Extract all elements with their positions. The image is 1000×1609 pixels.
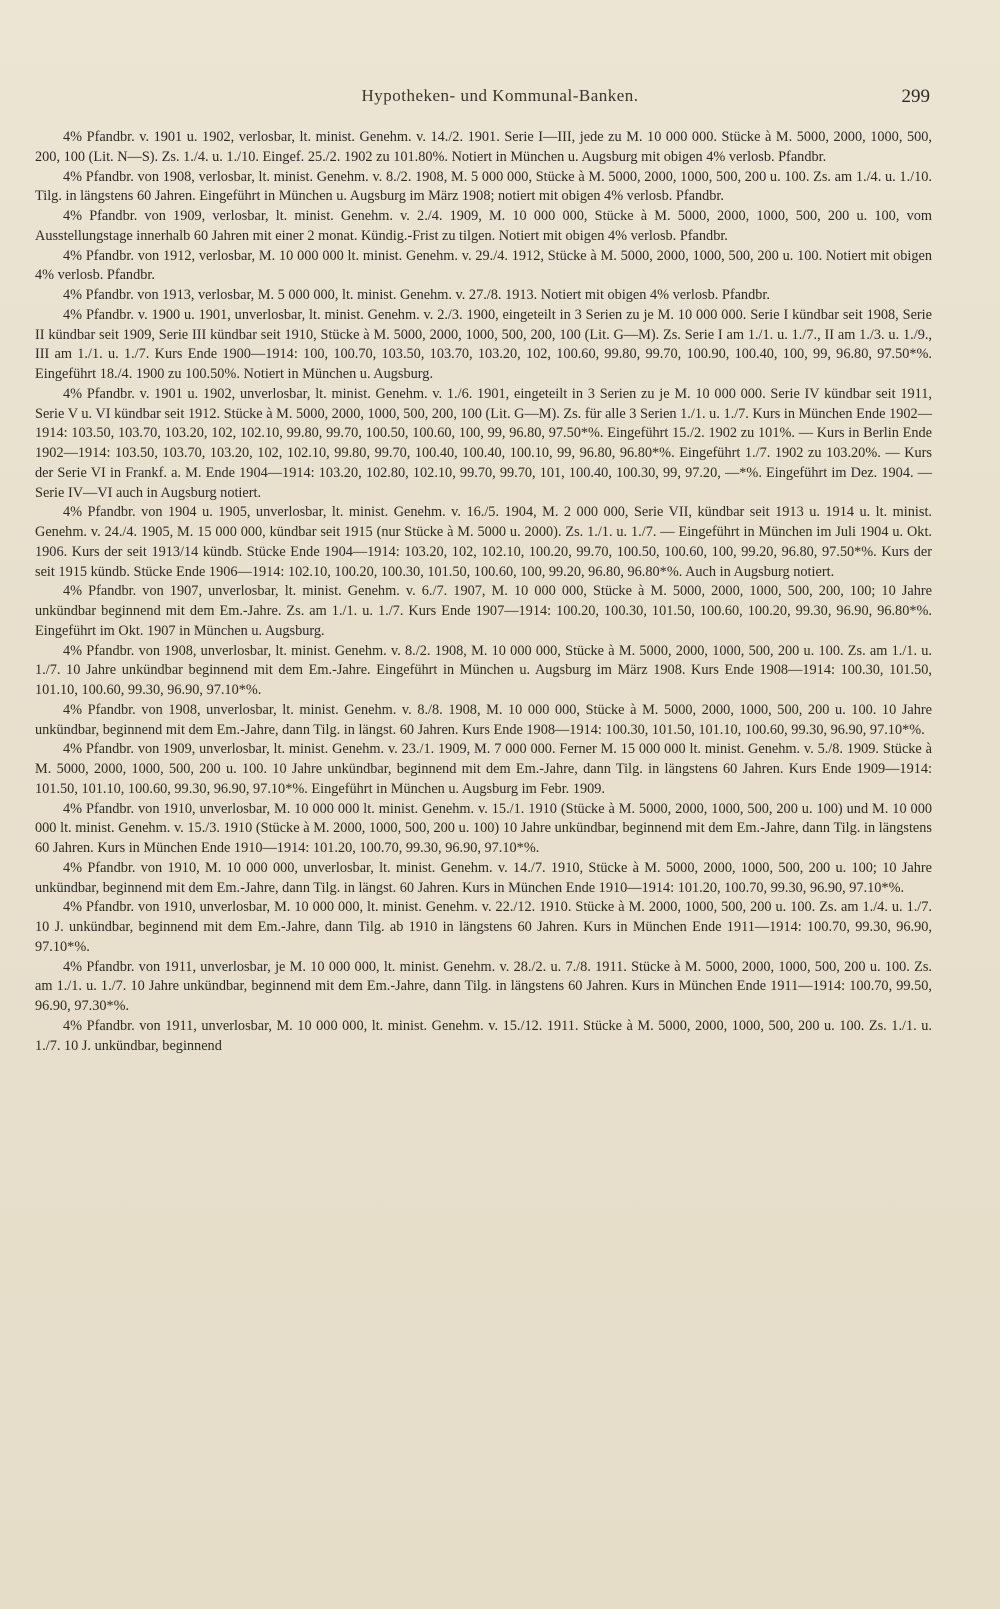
- paragraph: 4% Pfandbr. von 1912, verlosbar, M. 10 000 000 lt. minist. Genehm. v. 29./4. 1912, Stücke à M. 5000, 2000, 1000, 500, 200 u. 100. Notiert mit obigen 4% verlosb. Pfandbr.: [35, 247, 932, 284]
- paragraph: 4% Pfandbr. v. 1900 u. 1901, unverlosbar, lt. minist. Genehm. v. 2./3. 1900, eingeteilt in 3 Serien zu je M. 10 000 000. Serie I kündbar seit 1908, Serie II kündbar seit 1909, Serie III kündbar seit 1910, Stücke à M. 5000, 2000, 1000, 500, 200, 100 (Lit. G—M). Zs. Serie I am 1./1. u. 1./7., II am 1./3. u. 1./9., III am 1./1. u. 1./7. Kurs Ende 1900—1914: 100, 100.70, 103.50, 103.70, 103.20, 102, 100.60, 99.80, 99.70, 100.90, 100.40, 100, 99, 96.80, 97.50*%. Eingeführt 18./4. 1900 zu 100.50%. Notiert in München u. Augsburg.: [35, 306, 932, 382]
- paragraph: 4% Pfandbr. von 1904 u. 1905, unverlosbar, lt. minist. Genehm. v. 16./5. 1904, M. 2 000 000, Serie VII, kündbar seit 1913 u. 1914 u. lt. minist. Genehm. v. 24./4. 1905, M. 15 000 000, kündbar seit 1915 (nur Stücke à M. 5000 u. 2000). Zs. 1./1. u. 1./7. — Eingeführt in München im Juli 1904 u. Okt. 1906. Kurs der seit 1913/14 kündb. Stücke Ende 1904—1914: 103.20, 102, 102.10, 100.20, 99.70, 100.50, 100.60, 100, 99.20, 96.80, 97.50*%. Kurs der seit 1915 kündb. Stücke Ende 1906—1914: 102.10, 100.20, 100.30, 101.50, 100.60, 100, 99.20, 96.80, 96.80*%. Auch in Augsburg notiert.: [35, 504, 932, 580]
- paragraph: 4% Pfandbr. von 1908, verlosbar, lt. minist. Genehm. v. 8./2. 1908, M. 5 000 000, Stücke à M. 5000, 2000, 1000, 500, 200 u. 100. Zs. am 1./4. u. 1./10. Tilg. in längstens 60 Jahren. Eingeführt in München u. Augsburg im März 1908; notiert mit obigen 4% verlosb. Pfandbr.: [35, 168, 932, 205]
- paragraph: 4% Pfandbr. von 1909, unverlosbar, lt. minist. Genehm. v. 23./1. 1909, M. 7 000 000. Ferner M. 15 000 000 lt. minist. Genehm. v. 5./8. 1909. Stücke à M. 5000, 2000, 1000, 500, 200 u. 100. 10 Jahre unkündbar, beginnend mit dem Em.-Jahre, dann Tilg. in längstens 60 Jahren. Kurs Ende 1909—1914: 101.50, 101.10, 100.60, 99.30, 96.90, 97.10*%. Eingeführt in München u. Augsburg im Febr. 1909.: [35, 741, 932, 797]
- paragraph: 4% Pfandbr. von 1913, verlosbar, M. 5 000 000, lt. minist. Genehm. v. 27./8. 1913. Notiert mit obigen 4% verlosb. Pfandbr.: [63, 287, 770, 303]
- paragraph: 4% Pfandbr. von 1909, verlosbar, lt. minist. Genehm. v. 2./4. 1909, M. 10 000 000, Stücke à M. 5000, 2000, 1000, 500, 200 u. 100, vom Ausstellungstage innerhalb 60 Jahren mit einer 2 monat. Kündig.-Frist zu tilgen. Notiert mit obigen 4% verlosb. Pfandbr.: [35, 208, 932, 244]
- page-number: 299: [901, 86, 930, 107]
- paragraph: 4% Pfandbr. von 1910, M. 10 000 000, unverlosbar, lt. minist. Genehm. v. 14./7. 1910, Stücke à M. 5000, 2000, 1000, 500, 200 u. 100; 10 Jahre unkündbar, beginnend mit dem Em.-Jahre, dann Tilg. in längst. 60 Jahren. Kurs in München Ende 1910—1914: 101.20, 100.70, 99.30, 96.90, 97.10*%.: [35, 859, 932, 896]
- page-header: [0, 86, 1000, 116]
- paragraph: 4% Pfandbr. von 1907, unverlosbar, lt. minist. Genehm. v. 6./7. 1907, M. 10 000 000, Stücke à M. 5000, 2000, 1000, 500, 200, 100; 10 Jahre unkündbar beginnend mit dem Em.-Jahre. Zs. am 1./1. u. 1./7. Kurs Ende 1907—1914: 100.20, 100.30, 101.50, 100.60, 100.20, 99.30, 96.90, 96.80*%. Eingeführt im Okt. 1907 in München u. Augsburg.: [35, 583, 932, 639]
- running-title: Hypotheken- und Kommunal-Banken.: [361, 86, 639, 105]
- paragraph: 4% Pfandbr. von 1911, unverlosbar, M. 10 000 000, lt. minist. Genehm. v. 15./12. 1911. Stücke à M. 5000, 2000, 1000, 500, 200 u. 100. Zs. 1./1. u. 1./7. 10 J. unkündbar, beginnend: [35, 1017, 932, 1054]
- paragraph: 4% Pfandbr. v. 1901 u. 1902, verlosbar, lt. minist. Genehm. v. 14./2. 1901. Serie I—III, jede zu M. 10 000 000. Stücke à M. 5000, 2000, 1000, 500, 200, 100 (Lit. N—S). Zs. 1./4. u. 1./10. Eingef. 25./2. 1902 zu 101.80%. Notiert in München u. Augsburg mit obigen 4% verlosb. Pfandbr.: [35, 129, 932, 165]
- paragraph: 4% Pfandbr. von 1908, unverlosbar, lt. minist. Genehm. v. 8./8. 1908, M. 10 000 000, Stücke à M. 5000, 2000, 1000, 500, 200 u. 100. 10 Jahre unkündbar, beginnend mit dem Em.-Jahre, dann Tilg. in längst. 60 Jahren. Kurs Ende 1908—1914: 100.30, 101.50, 101.10, 100.60, 99.30, 96.90, 97.10*%.: [35, 701, 932, 738]
- paragraph: 4% Pfandbr. von 1910, unverlosbar, M. 10 000 000 lt. minist. Genehm. v. 15./1. 1910 (Stücke à M. 5000, 2000, 1000, 500, 200 u. 100) und M. 10 000 000 lt. minist. Genehm. v. 15./3. 1910 (Stücke à M. 2000, 1000, 500, 200 u. 100) 10 Jahre unkündbar, beginnend mit dem Em.-Jahre, dann Tilg. in längstens 60 Jahren. Kurs in München Ende 1910—1914: 101.20, 100.70, 99.30, 96.90, 97.10*%.: [35, 800, 932, 856]
- paragraph: 4% Pfandbr. von 1910, unverlosbar, M. 10 000 000, lt. minist. Genehm. v. 22./12. 1910. Stücke à M. 2000, 1000, 500, 200 u. 100. Zs. am 1./4. u. 1./7. 10 J. unkündbar, beginnend mit dem Em.-Jahre, dann Tilg. ab 1910 in längstens 60 Jahren. Kurs in München Ende 1911—1914: 100.70, 99.30, 96.90, 97.10*%.: [35, 899, 932, 955]
- body-text: [35, 128, 932, 1056]
- paragraph: 4% Pfandbr. v. 1901 u. 1902, unverlosbar, lt. minist. Genehm. v. 1./6. 1901, eingeteilt in 3 Serien zu je M. 10 000 000. Serie IV kündbar seit 1911, Serie V u. VI kündbar seit 1912. Stücke à M. 5000, 2000, 1000, 500, 200, 100 (Lit. G—M). Zs. für alle 3 Serien 1./1. u. 1./7. Kurs in München Ende 1902—1914: 103.50, 103.70, 103.20, 102, 102.10, 99.80, 99.70, 100.50, 100.60, 100, 99, 96.80, 97.50*%. Eingeführt 15./2. 1902 zu 101%. — Kurs in Berlin Ende 1902—1914: 103.50, 103.70, 103.20, 102, 102.10, 99.80, 99.70, 100.40, 100.40, 100.10, 99, 96.80, 96.80*%. Eingeführt 1./7. 1902 zu 103.20%. — Kurs der Serie VI in Frankf. a. M. Ende 1904—1914: 103.20, 102.80, 102.10, 99.70, 99.70, 101, 100.40, 100.30, 99, 97.20, —*%. Eingeführt im Dez. 1904. — Serie IV—VI auch in Augsburg notiert.: [35, 385, 932, 501]
- paragraph: 4% Pfandbr. von 1911, unverlosbar, je M. 10 000 000, lt. minist. Genehm. v. 28./2. u. 7./8. 1911. Stücke à M. 5000, 2000, 1000, 500, 200 u. 100. Zs. am 1./1. u. 1./7. 10 Jahre unkündbar, beginnend mit dem Em.-Jahre, dann Tilg. in längstens 60 Jahren. Kurs in München Ende 1911—1914: 100.70, 99.50, 96.90, 97.30*%.: [35, 958, 932, 1014]
- paragraph: 4% Pfandbr. von 1908, unverlosbar, lt. minist. Genehm. v. 8./2. 1908, M. 10 000 000, Stücke à M. 5000, 2000, 1000, 500, 200 u. 100. Zs. am 1./1. u. 1./7. 10 Jahre unkündbar beginnend mit dem Em.-Jahre. Eingeführt in München u. Augsburg im März 1908. Kurs Ende 1908—1914: 100.30, 101.50, 101.10, 100.60, 99.30, 96.90, 97.10*%.: [35, 642, 932, 698]
